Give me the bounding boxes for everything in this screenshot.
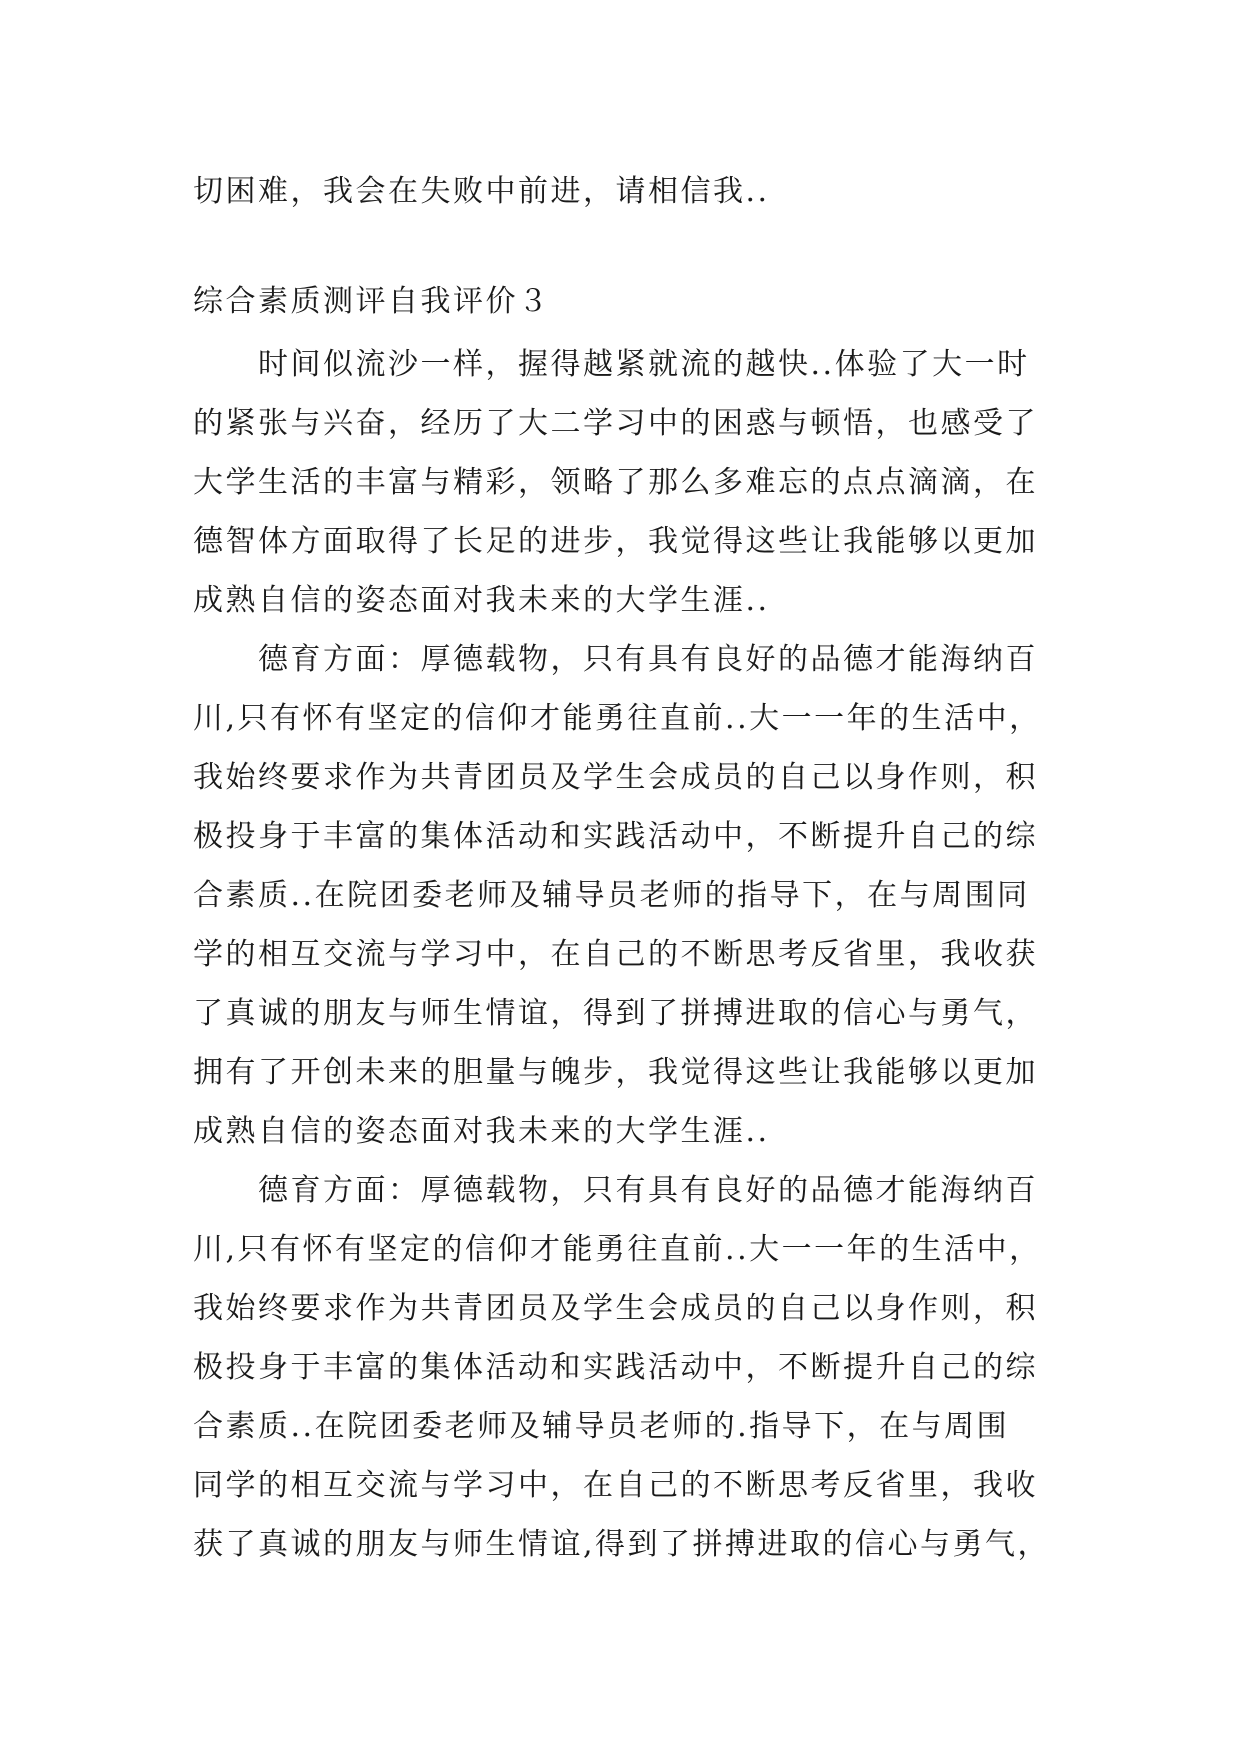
text-line: 大学生活的丰富与精彩，领略了那么多难忘的点点滴滴，在 bbox=[193, 465, 1038, 500]
text-line: 成熟自信的姿态面对我未来的大学生涯.. bbox=[193, 1114, 770, 1149]
body-text bbox=[193, 335, 1050, 1574]
text-line: 德育方面：厚德载物，只有具有良好的品德才能海纳百 bbox=[193, 1173, 1038, 1208]
text-line: 了真诚的朋友与师生情谊，得到了拼搏进取的信心与勇气， bbox=[193, 996, 1038, 1031]
text-line: 合素质..在院团委老师及辅导员老师的指导下，在与周围同 bbox=[193, 878, 1030, 913]
text-line: 成熟自信的姿态面对我未来的大学生涯.. bbox=[193, 583, 770, 618]
text-line: 获了真诚的朋友与师生情谊,得到了拼搏进取的信心与勇气， bbox=[193, 1527, 1051, 1562]
text-line: 我始终要求作为共青团员及学生会成员的自己以身作则，积 bbox=[193, 1291, 1038, 1326]
text-line: 川,只有怀有坚定的信仰才能勇往直前..大一一年的生活中， bbox=[193, 701, 1042, 736]
text-line: 我始终要求作为共青团员及学生会成员的自己以身作则，积 bbox=[193, 760, 1038, 795]
text-line: 的紧张与兴奋，经历了大二学习中的困惑与顿悟，也感受了 bbox=[193, 406, 1038, 441]
text-line: 合素质..在院团委老师及辅导员老师的.指导下，在与周围 bbox=[193, 1409, 1010, 1444]
intro-line: 切困难，我会在失败中前进，请相信我.. bbox=[193, 174, 770, 209]
text-line: 时间似流沙一样，握得越紧就流的越快..体验了大一时 bbox=[193, 347, 1030, 382]
text-line: 极投身于丰富的集体活动和实践活动中，不断提升自己的综 bbox=[193, 1350, 1038, 1385]
text-line: 同学的相互交流与学习中，在自己的不断思考反省里，我收 bbox=[193, 1468, 1038, 1503]
text-line: 川,只有怀有坚定的信仰才能勇往直前..大一一年的生活中， bbox=[193, 1232, 1042, 1267]
text-line: 极投身于丰富的集体活动和实践活动中，不断提升自己的综 bbox=[193, 819, 1038, 854]
section-heading: 综合素质测评自我评价３ bbox=[193, 284, 551, 319]
text-line: 德育方面：厚德载物，只有具有良好的品德才能海纳百 bbox=[193, 642, 1038, 677]
text-line: 德智体方面取得了长足的进步，我觉得这些让我能够以更加 bbox=[193, 524, 1038, 559]
text-line: 拥有了开创未来的胆量与魄步，我觉得这些让我能够以更加 bbox=[193, 1055, 1038, 1090]
text-line: 学的相互交流与学习中，在自己的不断思考反省里，我收获 bbox=[193, 937, 1038, 972]
